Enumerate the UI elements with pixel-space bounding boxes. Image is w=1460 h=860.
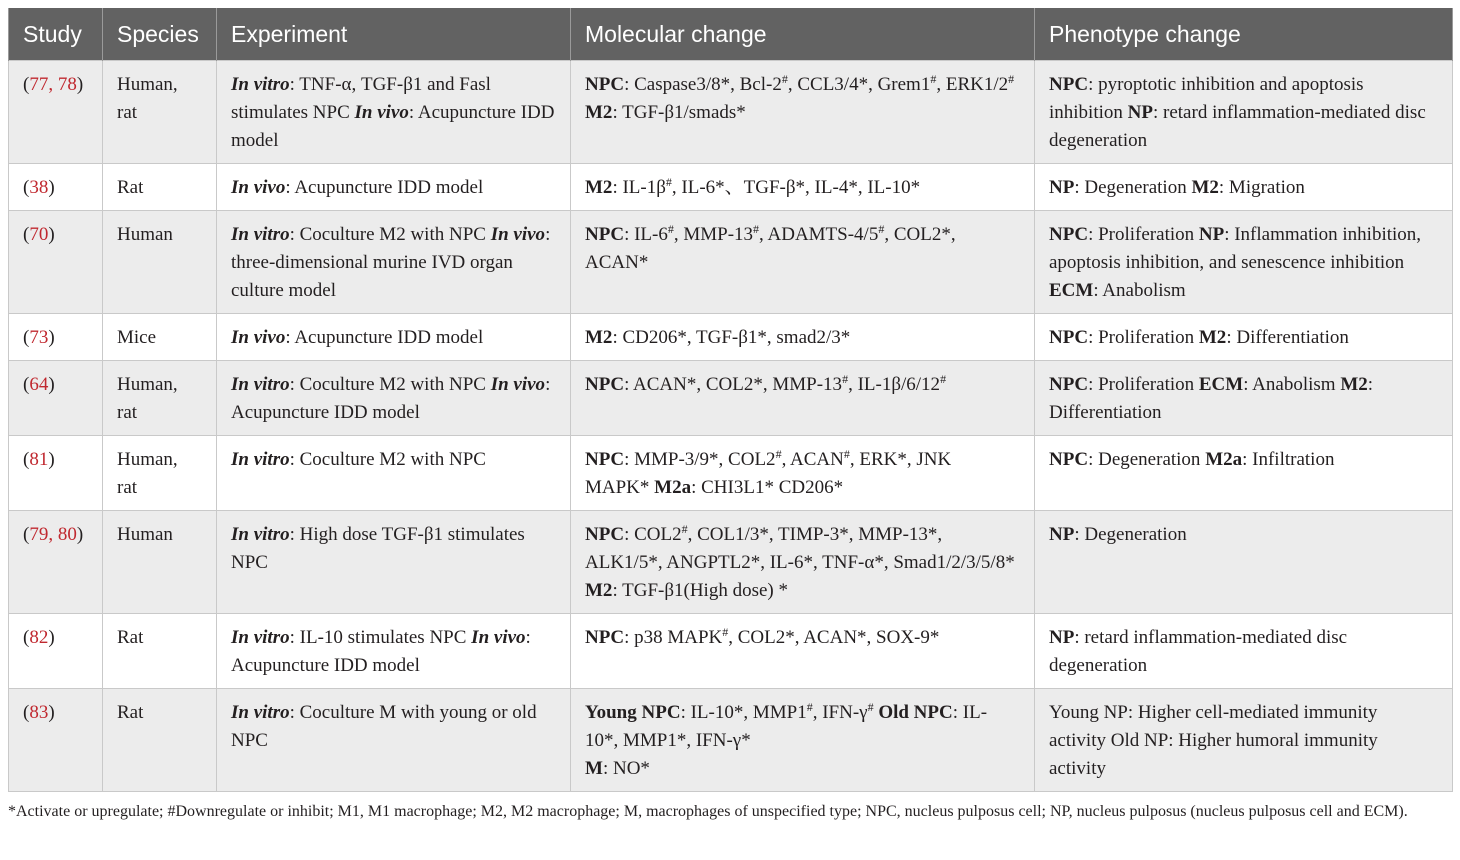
species-cell: Rat [103, 614, 217, 689]
table-row [9, 61, 1453, 164]
segment-label: NPC [585, 627, 625, 648]
segment-text: : IL-10 stimulates NPC [289, 627, 472, 648]
study-paren-close: ) [48, 177, 55, 198]
segment-label: NPC [1049, 374, 1089, 395]
superscript-mark: # [940, 372, 947, 386]
experiment-cell [217, 689, 571, 792]
study-paren-open: ( [23, 177, 30, 198]
phenotype-change-cell [1035, 164, 1453, 211]
segment-label-text: In vivo [490, 374, 546, 395]
segment-text: , MMP-13 [673, 224, 754, 245]
segment-label-text: In vivo [354, 102, 409, 123]
segment-text: : Coculture M2 with NPC [289, 374, 491, 395]
study-paren-close: ) [48, 224, 55, 245]
segment-text: : COL2 [624, 524, 682, 545]
segment-label: NP [1049, 177, 1075, 198]
segment-text: : ACAN*, COL2*, MMP-13 [624, 374, 843, 395]
table-row [9, 511, 1453, 614]
segment-label-text: In vitro [231, 627, 290, 648]
segment-label: M2 [585, 327, 613, 348]
study-reference-link: 77, 78 [29, 74, 77, 95]
segment-text: : Acupuncture IDD model [285, 177, 484, 198]
segment-label [491, 224, 545, 245]
superscript-mark: # [867, 700, 874, 714]
study-cell [9, 511, 103, 614]
segment-text: : Anabolism [1093, 280, 1186, 301]
segment-label [355, 102, 409, 123]
segment-label: NP [1198, 224, 1225, 245]
study-paren-close: ) [48, 327, 55, 348]
study-reference-link: 70 [29, 224, 49, 245]
segment-text: : Acupuncture IDD model [285, 327, 484, 348]
segment-text: : Coculture M2 with NPC [289, 224, 491, 245]
experiment-cell [217, 361, 571, 436]
study-cell [9, 314, 103, 361]
segment-text: : High dose TGF-β1 stimulates NPC [231, 524, 525, 573]
segment-label: NPC [585, 449, 625, 470]
segment-text: : retard inflammation-mediated disc degeneration [1049, 102, 1426, 151]
species-cell: Human, rat [103, 436, 217, 511]
segment-text: : TGF-β1(High dose) * [612, 580, 788, 601]
header-molecular-change: Molecular change [571, 8, 1035, 61]
experiment-cell [217, 164, 571, 211]
segment-text: , IFN-γ [812, 702, 868, 723]
segment-label-text: In vivo [231, 327, 286, 348]
superscript-mark: # [753, 222, 760, 236]
experiment-cell [217, 511, 571, 614]
segment-label [231, 177, 285, 198]
table-row [9, 436, 1453, 511]
segment-label [231, 702, 290, 723]
study-paren-open: ( [23, 702, 30, 723]
study-paren-open: ( [23, 449, 30, 470]
molecular-change-cell [571, 361, 1035, 436]
header-row [9, 8, 1453, 61]
segment-label: NPC [585, 74, 625, 95]
experiment-cell [217, 436, 571, 511]
segment-text: : CHI3L1* CD206* [691, 477, 844, 498]
experiment-cell [217, 61, 571, 164]
segment-text: : Acupuncture IDD model [231, 627, 531, 676]
study-reference-link: 83 [29, 702, 49, 723]
segment-label: NP [1049, 524, 1075, 545]
species-cell: Rat [103, 689, 217, 792]
table-row [9, 614, 1453, 689]
phenotype-change-cell [1035, 436, 1453, 511]
study-paren-open: ( [23, 627, 30, 648]
molecular-change-cell [571, 164, 1035, 211]
segment-text: , ERK*, JNK MAPK* [585, 449, 952, 498]
segment-label-text: In vitro [231, 524, 290, 545]
segment-label: M [585, 758, 603, 779]
segment-label-text: In vitro [231, 74, 290, 95]
segment-label-text: In vivo [490, 224, 546, 245]
segment-label: NP [1049, 627, 1075, 648]
study-reference-link: 79, 80 [29, 524, 77, 545]
segment-label [231, 224, 290, 245]
segment-label-text: In vivo [231, 177, 286, 198]
phenotype-change-cell [1035, 211, 1453, 314]
species-cell: Human [103, 211, 217, 314]
segment-label-text: In vitro [231, 224, 290, 245]
table-footnote: *Activate or upregulate; #Downregulate or inhibit; M1, M1 macrophage; M2, M2 macrophage; M, macrophages of unspecified type; NPC, nucleus pulposus cell; NP, nucleus pulposus (nucleus pulposus cell and ECM). [8, 803, 1408, 820]
study-cell [9, 211, 103, 314]
superscript-mark: # [842, 372, 849, 386]
segment-label: ECM [1049, 280, 1094, 301]
table-row [9, 164, 1453, 211]
segment-text: , COL2*, ACAN* [585, 224, 956, 273]
segment-text: , ADAMTS-4/5 [759, 224, 879, 245]
segment-label [491, 374, 545, 395]
header-study: Study [9, 8, 103, 61]
segment-text: : CD206*, TGF-β1*, smad2/3* [612, 327, 851, 348]
segment-text: , CCL3/4*, Grem1 [787, 74, 931, 95]
experiment-cell [217, 211, 571, 314]
superscript-mark: # [667, 222, 674, 236]
segment-text: : NO* [602, 758, 650, 779]
molecular-change-cell [571, 689, 1035, 792]
superscript-mark: # [806, 700, 813, 714]
segment-text: : Acupuncture IDD model [231, 102, 555, 151]
segment-text: , IL-6*、TGF-β*, IL-4*, IL-10* [671, 177, 921, 198]
study-cell [9, 361, 103, 436]
segment-label: NPC [585, 524, 625, 545]
superscript-mark: # [722, 625, 729, 639]
segment-text: : Degeneration [1074, 524, 1187, 545]
segment-text: : Differentiation [1226, 327, 1349, 348]
study-paren-open: ( [23, 224, 30, 245]
segment-text: : Proliferation [1088, 374, 1199, 395]
molecular-change-cell [571, 511, 1035, 614]
superscript-mark: # [843, 447, 850, 461]
study-cell [9, 614, 103, 689]
segment-label [231, 449, 290, 470]
study-cell [9, 689, 103, 792]
segment-label [231, 374, 290, 395]
segment-label [231, 74, 290, 95]
segment-label: NPC [585, 224, 625, 245]
molecular-change-cell [571, 314, 1035, 361]
segment-label: NPC [1049, 327, 1089, 348]
segment-text: : Coculture M with young or old NPC [231, 702, 537, 751]
segment-text: : Anabolism [1243, 374, 1341, 395]
segment-label: NPC [1049, 74, 1089, 95]
segment-text: : Differentiation [1049, 374, 1374, 423]
phenotype-change-cell: Young NP: Higher cell-mediated immunity activity Old NP: Higher humoral immunity activity [1035, 689, 1453, 792]
segment-text: : three-dimensional murine IVD organ culture model [231, 224, 551, 301]
segment-label: Young NPC [585, 702, 681, 723]
header-phenotype-change: Phenotype change [1035, 8, 1453, 61]
segment-text: : Acupuncture IDD model [231, 374, 551, 423]
segment-text: , COL2*, ACAN*, SOX-9* [728, 627, 940, 648]
study-reference-link: 82 [29, 627, 49, 648]
segment-text: : pyroptotic inhibition and apoptosis inhibition [1049, 74, 1364, 123]
segment-label [471, 627, 525, 648]
phenotype-change-cell [1035, 61, 1453, 164]
superscript-mark: # [681, 522, 688, 536]
segment-label-text: In vitro [231, 449, 290, 470]
study-paren-open: ( [23, 327, 30, 348]
segment-text: : IL-6 [624, 224, 668, 245]
species-cell: Rat [103, 164, 217, 211]
segment-text: : IL-10*, MMP1 [680, 702, 807, 723]
segment-label-text: In vitro [231, 702, 290, 723]
segment-label: NPC [585, 374, 625, 395]
segment-text: : IL-1β [612, 177, 666, 198]
molecular-change-cell [571, 614, 1035, 689]
segment-text: : TNF-α, TGF-β1 and Fasl stimulates NPC [231, 74, 491, 123]
study-paren-open: ( [23, 74, 30, 95]
studies-table [8, 8, 1453, 792]
segment-text: : MMP-3/9*, COL2 [624, 449, 776, 470]
phenotype-change-cell [1035, 361, 1453, 436]
segment-label: M2a [1205, 449, 1243, 470]
segment-label: M2 [585, 102, 613, 123]
segment-text: : Caspase3/8*, Bcl-2 [624, 74, 782, 95]
table-row [9, 361, 1453, 436]
segment-label: ECM [1198, 374, 1244, 395]
segment-text: , IL-1β/6/12 [848, 374, 941, 395]
segment-text: : Degeneration [1088, 449, 1206, 470]
table-row [9, 211, 1453, 314]
study-paren-open: ( [23, 524, 30, 545]
segment-label [231, 524, 290, 545]
study-reference-link: 81 [29, 449, 49, 470]
study-cell [9, 164, 103, 211]
species-cell: Human [103, 511, 217, 614]
superscript-mark: # [930, 72, 937, 86]
superscript-mark: # [775, 447, 782, 461]
superscript-mark: # [781, 72, 788, 86]
study-paren-close: ) [48, 374, 55, 395]
segment-text: : Proliferation [1088, 224, 1199, 245]
segment-label-text: In vivo [471, 627, 526, 648]
molecular-change-cell [571, 436, 1035, 511]
segment-text: : TGF-β1/smads* [612, 102, 746, 123]
segment-text: : Proliferation [1088, 327, 1199, 348]
segment-label: M2a [654, 477, 692, 498]
segment-text: , ERK1/2 [936, 74, 1009, 95]
segment-text: : IL-10*, MMP1*, IFN-γ* [585, 702, 988, 751]
header-experiment: Experiment [217, 8, 571, 61]
study-reference-link: 73 [29, 327, 49, 348]
table-body [9, 61, 1453, 792]
superscript-mark: # [1008, 72, 1015, 86]
study-paren-close: ) [76, 524, 84, 545]
segment-text: : Inflammation inhibition, apoptosis inhibition, and senescence inhibition [1049, 224, 1422, 273]
study-paren-close: ) [76, 74, 84, 95]
segment-label: M2 [585, 580, 613, 601]
segment-label: M2 [1191, 177, 1219, 198]
segment-label [231, 327, 285, 348]
phenotype-change-cell [1035, 511, 1453, 614]
species-cell: Human, rat [103, 61, 217, 164]
study-paren-open: ( [23, 374, 30, 395]
segment-text: : Degeneration [1074, 177, 1192, 198]
header-species: Species [103, 8, 217, 61]
segment-label: M2 [585, 177, 613, 198]
segment-text: : retard inflammation-mediated disc degeneration [1049, 627, 1348, 676]
segment-label: Old NPC [878, 702, 953, 723]
study-paren-close: ) [48, 702, 55, 723]
phenotype-change-cell [1035, 614, 1453, 689]
superscript-mark: # [665, 175, 672, 189]
segment-text: : Migration [1218, 177, 1305, 198]
segment-label: NPC [1049, 449, 1089, 470]
table-container [8, 8, 1452, 824]
segment-label: M2 [1340, 374, 1368, 395]
segment-text: : Infiltration [1242, 449, 1335, 470]
superscript-mark: # [878, 222, 885, 236]
study-reference-link: 64 [29, 374, 49, 395]
table-row [9, 689, 1453, 792]
study-paren-close: ) [48, 449, 55, 470]
segment-text: , COL1/3*, TIMP-3*, MMP-13*, ALK1/5*, ANGPTL2*, IL-6*, TNF-α*, Smad1/2/3/5/8* [585, 524, 1015, 573]
segment-label: NPC [1049, 224, 1089, 245]
molecular-change-cell [571, 211, 1035, 314]
segment-text: , ACAN [781, 449, 844, 470]
segment-label [231, 627, 290, 648]
study-paren-close: ) [48, 627, 55, 648]
experiment-cell [217, 614, 571, 689]
segment-text: : p38 MAPK [624, 627, 723, 648]
segment-text: : Coculture M2 with NPC [289, 449, 486, 470]
table-row [9, 314, 1453, 361]
segment-label: NP [1127, 102, 1153, 123]
study-reference-link: 38 [29, 177, 49, 198]
segment-label-text: In vitro [231, 374, 290, 395]
species-cell: Human, rat [103, 361, 217, 436]
phenotype-change-cell [1035, 314, 1453, 361]
experiment-cell [217, 314, 571, 361]
molecular-change-cell [571, 61, 1035, 164]
species-cell: Mice [103, 314, 217, 361]
study-cell [9, 61, 103, 164]
segment-label: M2 [1198, 327, 1227, 348]
study-cell [9, 436, 103, 511]
